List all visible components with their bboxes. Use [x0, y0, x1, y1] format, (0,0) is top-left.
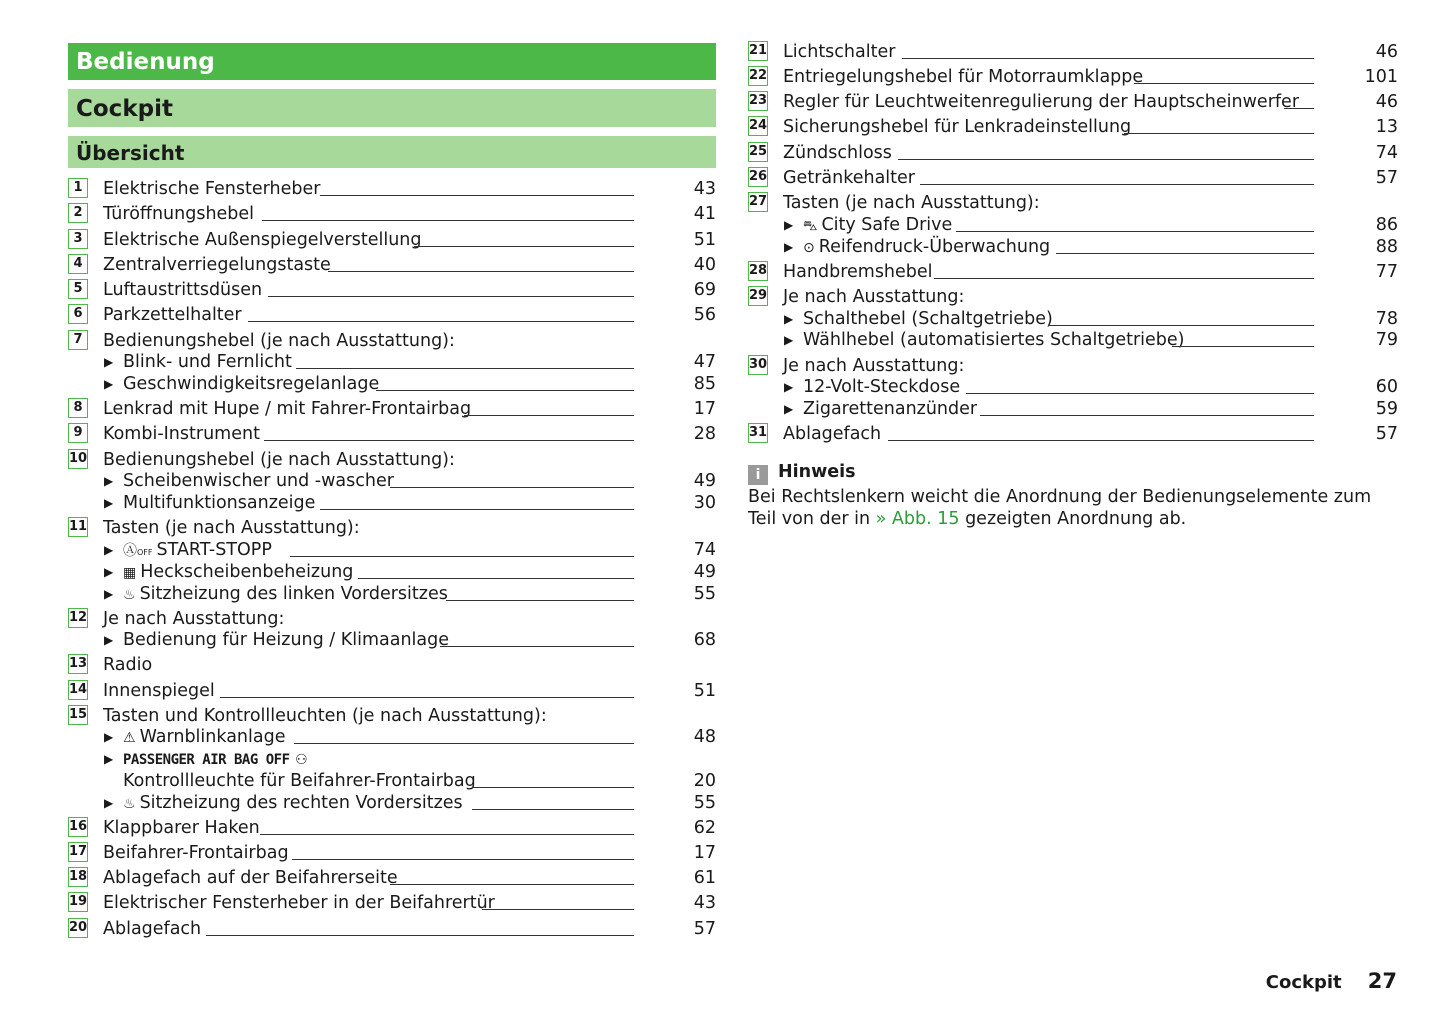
- page-ref[interactable]: 86: [1375, 215, 1398, 235]
- list-item: [748, 40, 1398, 64]
- page-ref[interactable]: 74: [1375, 143, 1398, 163]
- leader-line: [264, 440, 634, 441]
- item-label: Luftaustrittsdüsen: [103, 280, 263, 300]
- page-ref[interactable]: 57: [1375, 424, 1398, 444]
- tyre-pressure-icon: ⊙: [803, 240, 815, 256]
- page-ref[interactable]: 88: [1375, 237, 1398, 257]
- item-label: Je nach Ausstattung:: [783, 356, 965, 376]
- item-number: 28: [748, 261, 768, 281]
- item-label: Scheibenwischer und -wascher: [123, 471, 394, 491]
- item-number: 1: [68, 178, 88, 198]
- item-label: Bedienungshebel (je nach Ausstattung):: [103, 450, 455, 470]
- item-label: 12-Volt-Steckdose: [803, 377, 961, 397]
- item-number: 31: [748, 423, 768, 443]
- bullet-arrow-icon: ▶: [104, 796, 114, 810]
- list-subitem: [748, 397, 1398, 421]
- leader-line: [390, 884, 634, 885]
- page-ref[interactable]: 101: [1364, 67, 1398, 87]
- list-item: [68, 303, 716, 327]
- bullet-arrow-icon: ▶: [104, 730, 114, 744]
- leader-line: [1172, 346, 1314, 347]
- item-number: 24: [748, 116, 768, 136]
- item-number: 11: [68, 517, 88, 537]
- bullet-arrow-icon: ▶: [784, 312, 794, 326]
- bullet-arrow-icon: ▶: [104, 543, 114, 557]
- item-number: 29: [748, 286, 768, 306]
- note-text-part: Bei Rechtslenkern weicht die Anordnung der Bedienungselemente zum Teil von der in: [748, 487, 1372, 529]
- item-label: Innenspiegel: [103, 681, 215, 701]
- page-ref[interactable]: 48: [693, 727, 716, 747]
- item-label: Multifunktionsanzeige: [123, 493, 316, 513]
- item-number: 3: [68, 229, 88, 249]
- item-label: Schalthebel (Schaltgetriebe): [803, 309, 1053, 329]
- item-number: 4: [68, 254, 88, 274]
- item-number: 19: [68, 892, 88, 912]
- item-label: Bedienung für Heizung / Klimaanlage: [123, 630, 449, 650]
- item-label: Geschwindigkeitsregelanlage: [123, 374, 380, 394]
- seat-heating-right-icon: ♨: [123, 796, 136, 812]
- item-number: 15: [68, 705, 88, 725]
- item-number: 18: [68, 867, 88, 887]
- list-item: [68, 891, 716, 915]
- leader-line: [248, 321, 634, 322]
- note-box: [748, 460, 1388, 530]
- item-label: Zigarettenanzünder: [803, 399, 978, 419]
- item-label: Beifahrer-Frontairbag: [103, 843, 289, 863]
- item-number: 16: [68, 817, 88, 837]
- item-number: 8: [68, 398, 88, 418]
- item-label: Sitzheizung des linken Vordersitzes: [139, 584, 448, 604]
- leader-line: [1056, 253, 1314, 254]
- page-ref[interactable]: 85: [693, 374, 716, 394]
- leader-line: [1284, 108, 1314, 109]
- item-label: START-STOPP: [156, 540, 272, 560]
- page-ref[interactable]: 46: [1375, 92, 1398, 112]
- leader-line: [464, 415, 634, 416]
- page-ref[interactable]: 59: [1375, 399, 1398, 419]
- page-ref[interactable]: 49: [693, 562, 716, 582]
- leader-line: [260, 834, 634, 835]
- item-label: Wählhebel (automatisiertes Schaltgetriebe): [803, 330, 1185, 350]
- item-number: 26: [748, 167, 768, 187]
- list-item: [68, 841, 716, 865]
- figure-link[interactable]: » Abb. 15: [875, 509, 960, 529]
- item-label: Je nach Ausstattung:: [783, 287, 965, 307]
- list-item: [68, 202, 716, 226]
- leader-line: [320, 195, 634, 196]
- bullet-arrow-icon: ▶: [784, 333, 794, 347]
- page-ref[interactable]: 49: [693, 471, 716, 491]
- list-item: [68, 177, 716, 201]
- item-number: 13: [68, 654, 88, 674]
- item-number: 12: [68, 608, 88, 628]
- leader-line: [902, 58, 1314, 59]
- page-ref[interactable]: 56: [693, 305, 716, 325]
- item-number: 25: [748, 142, 768, 162]
- bullet-arrow-icon: ▶: [104, 587, 114, 601]
- item-label: Warnblinkanlage: [139, 727, 286, 747]
- item-number: 6: [68, 304, 88, 324]
- item-label: Elektrische Außenspiegelverstellung: [103, 230, 422, 250]
- item-label: Türöffnungshebel: [103, 204, 255, 224]
- page-ref[interactable]: 51: [693, 230, 716, 250]
- list-subitem: [68, 491, 716, 515]
- list-subitem: [68, 372, 716, 396]
- item-label: Blink- und Fernlicht: [123, 352, 292, 372]
- rear-window-heating-icon: ▦: [123, 565, 137, 581]
- item-label: Ablagefach auf der Beifahrerseite: [103, 868, 398, 888]
- page-number: 27: [1367, 969, 1397, 993]
- page-ref[interactable]: 57: [693, 919, 716, 939]
- item-label: Kombi-Instrument: [103, 424, 260, 444]
- leader-line: [440, 646, 634, 647]
- list-subitem: [68, 747, 716, 771]
- item-number: 5: [68, 279, 88, 299]
- page-ref[interactable]: 43: [693, 179, 716, 199]
- page-ref[interactable]: 57: [1375, 168, 1398, 188]
- item-label: Sicherungshebel für Lenkradeinstellung: [783, 117, 1132, 137]
- leader-line: [320, 509, 634, 510]
- list-subitem: [68, 350, 716, 374]
- item-label: Bedienungshebel (je nach Ausstattung):: [103, 331, 455, 351]
- item-label: Heckscheibenbeheizung: [140, 562, 354, 582]
- list-item: [748, 285, 1398, 309]
- leader-line: [980, 415, 1314, 416]
- list-item: [68, 816, 716, 840]
- item-label: Klappbarer Haken: [103, 818, 260, 838]
- item-number: 23: [748, 91, 768, 111]
- leader-line: [1048, 325, 1314, 326]
- bullet-arrow-icon: ▶: [104, 496, 114, 510]
- item-number: 7: [68, 330, 88, 350]
- list-item: [748, 191, 1398, 215]
- item-number: 21: [748, 41, 768, 61]
- page-ref[interactable]: 77: [1375, 262, 1398, 282]
- page-ref[interactable]: 60: [1375, 377, 1398, 397]
- leader-line: [296, 368, 634, 369]
- item-label: Je nach Ausstattung:: [103, 609, 285, 629]
- item-label: Regler für Leuchtweitenregulierung der Hauptscheinwerfer: [783, 92, 1300, 112]
- bullet-arrow-icon: ▶: [784, 240, 794, 254]
- list-item: [68, 397, 716, 421]
- list-item: [748, 260, 1398, 284]
- list-subitem: [748, 375, 1398, 399]
- leader-line: [472, 809, 634, 810]
- section-heading: Bedienung: [68, 43, 716, 80]
- item-label: Getränkehalter: [783, 168, 915, 188]
- item-number: 27: [748, 192, 768, 212]
- item-number: 30: [748, 355, 768, 375]
- leader-line: [414, 246, 634, 247]
- item-label: Tasten (je nach Ausstattung):: [103, 518, 360, 538]
- list-subitem: [68, 628, 716, 652]
- seat-heating-left-icon: ♨: [123, 587, 136, 603]
- item-label: Ablagefach: [783, 424, 882, 444]
- list-item: [68, 516, 716, 540]
- bullet-arrow-icon: ▶: [784, 380, 794, 394]
- leader-line: [898, 159, 1314, 160]
- item-label: Lenkrad mit Hupe / mit Fahrer-Frontairbag: [103, 399, 472, 419]
- list-subitem: [748, 235, 1398, 259]
- leader-line: [290, 556, 634, 557]
- page-ref[interactable]: 51: [693, 681, 716, 701]
- page-ref[interactable]: 79: [1375, 330, 1398, 350]
- page-ref[interactable]: 30: [693, 493, 716, 513]
- list-item: [68, 653, 716, 677]
- chapter-heading: Cockpit: [68, 89, 716, 127]
- list-item: [748, 166, 1398, 190]
- note-text-part: gezeigten Anordnung ab.: [959, 509, 1187, 529]
- item-number: 17: [68, 842, 88, 862]
- item-label: Kontrollleuchte für Beifahrer-Frontairbag: [123, 771, 476, 791]
- item-label: Tasten und Kontrollleuchten (je nach Ausstattung):: [103, 706, 547, 726]
- footer-chapter-title: Cockpit: [1265, 972, 1342, 993]
- page-ref[interactable]: 62: [693, 818, 716, 838]
- page-ref[interactable]: 55: [693, 584, 716, 604]
- page-ref[interactable]: 47: [693, 352, 716, 372]
- item-label: Sitzheizung des rechten Vordersitzes: [139, 793, 463, 813]
- list-item: [68, 917, 716, 941]
- leader-line: [220, 697, 634, 698]
- item-label: Reifendruck-Überwachung: [818, 237, 1051, 257]
- leader-line: [888, 440, 1314, 441]
- subchapter-heading: Übersicht: [68, 136, 716, 168]
- bullet-arrow-icon: ▶: [104, 474, 114, 488]
- leader-line: [358, 578, 634, 579]
- info-icon: i: [748, 465, 768, 485]
- item-label: Elektrische Fensterheber: [103, 179, 321, 199]
- leader-line: [920, 184, 1314, 185]
- list-item: [68, 253, 716, 277]
- page-ref[interactable]: 40: [693, 255, 716, 275]
- leader-line: [956, 231, 1314, 232]
- hazard-warning-icon: ⚠: [123, 730, 136, 746]
- list-subitem: [68, 791, 716, 815]
- list-item: [68, 679, 716, 703]
- page-ref[interactable]: 17: [693, 843, 716, 863]
- item-label: Zentralverriegelungstaste: [103, 255, 331, 275]
- passenger-airbag-off-label: PASSENGER AIR BAG OFF: [123, 752, 290, 768]
- list-subitem: [68, 769, 716, 793]
- start-stop-icon: ⒶOFF: [123, 543, 153, 559]
- list-item: [748, 90, 1398, 114]
- leader-line: [268, 296, 634, 297]
- leader-line: [446, 600, 634, 601]
- list-subitem: [748, 213, 1398, 237]
- bullet-arrow-icon: ▶: [104, 633, 114, 647]
- list-subitem: [748, 328, 1398, 352]
- leader-line: [294, 743, 634, 744]
- page-ref[interactable]: 41: [693, 204, 716, 224]
- note-text: [748, 486, 1388, 530]
- list-subitem: [68, 469, 716, 493]
- page-ref[interactable]: 13: [1375, 117, 1398, 137]
- list-subitem: [68, 582, 716, 606]
- item-label: Lichtschalter: [783, 42, 896, 62]
- list-item: [748, 65, 1398, 89]
- page-ref[interactable]: 28: [693, 424, 716, 444]
- item-number: 10: [68, 449, 88, 469]
- list-item: [68, 422, 716, 446]
- list-subitem: [68, 725, 716, 749]
- item-label: City Safe Drive: [821, 215, 953, 235]
- page-ref[interactable]: 17: [693, 399, 716, 419]
- note-header: [748, 460, 1388, 484]
- list-subitem: [68, 560, 716, 584]
- note-title: Hinweis: [778, 462, 856, 482]
- list-item: [748, 115, 1398, 139]
- item-number: 9: [68, 423, 88, 443]
- item-label: Handbremshebel: [783, 262, 933, 282]
- airbag-off-icon: ⚇: [295, 752, 308, 768]
- leader-line: [934, 278, 1314, 279]
- item-label: Ablagefach: [103, 919, 202, 939]
- leader-line: [292, 859, 634, 860]
- list-item: [748, 422, 1398, 446]
- list-item: [68, 278, 716, 302]
- item-label: Radio: [103, 655, 153, 675]
- leader-line: [262, 220, 634, 221]
- list-item: [748, 141, 1398, 165]
- list-item: [68, 866, 716, 890]
- item-label: Zündschloss: [783, 143, 892, 163]
- page-ref[interactable]: 61: [693, 868, 716, 888]
- item-number: 14: [68, 680, 88, 700]
- leader-line: [328, 271, 634, 272]
- city-safe-drive-icon: ⛍: [803, 218, 818, 234]
- item-label: Elektrischer Fensterheber in der Beifahrertür: [103, 893, 495, 913]
- leader-line: [206, 935, 634, 936]
- item-number: 2: [68, 203, 88, 223]
- leader-line: [376, 390, 634, 391]
- page-ref[interactable]: 20: [693, 771, 716, 791]
- item-label: Entriegelungshebel für Motorraumklappe: [783, 67, 1144, 87]
- page-ref[interactable]: 69: [693, 280, 716, 300]
- leader-line: [482, 909, 634, 910]
- leader-line: [472, 787, 634, 788]
- item-number: 22: [748, 66, 768, 86]
- list-item: [68, 228, 716, 252]
- page-ref[interactable]: 46: [1375, 42, 1398, 62]
- leader-line: [1124, 133, 1314, 134]
- leader-line: [1134, 83, 1314, 84]
- bullet-arrow-icon: ▶: [104, 377, 114, 391]
- leader-line: [390, 487, 634, 488]
- page-ref[interactable]: 68: [693, 630, 716, 650]
- page-ref[interactable]: 55: [693, 793, 716, 813]
- page-ref[interactable]: 78: [1375, 309, 1398, 329]
- item-label: Tasten (je nach Ausstattung):: [783, 193, 1040, 213]
- leader-line: [966, 393, 1314, 394]
- bullet-arrow-icon: ▶: [784, 218, 794, 232]
- page-ref[interactable]: 43: [693, 893, 716, 913]
- bullet-arrow-icon: ▶: [104, 752, 114, 766]
- bullet-arrow-icon: ▶: [104, 565, 114, 579]
- page-footer: [1266, 966, 1397, 996]
- bullet-arrow-icon: ▶: [784, 402, 794, 416]
- bullet-arrow-icon: ▶: [104, 355, 114, 369]
- item-label: Parkzettelhalter: [103, 305, 242, 325]
- item-number: 20: [68, 918, 88, 938]
- page-ref[interactable]: 74: [693, 540, 716, 560]
- list-subitem: [68, 538, 716, 562]
